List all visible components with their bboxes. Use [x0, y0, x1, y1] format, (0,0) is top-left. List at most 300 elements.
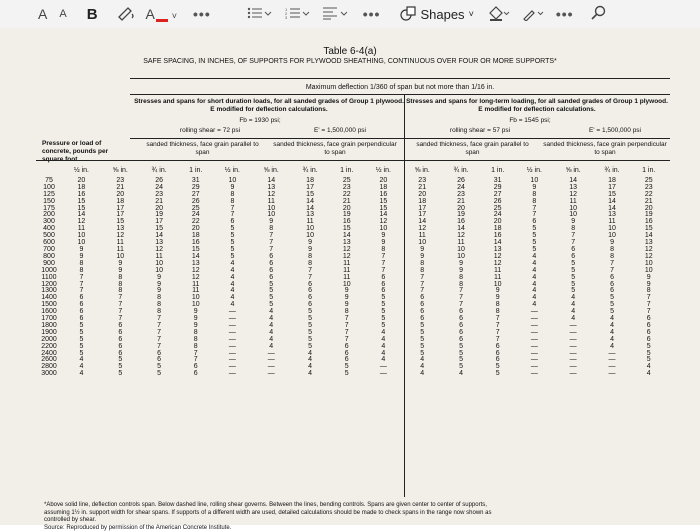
spacing-cell: 19 [631, 212, 666, 219]
spacing-cell: 4 [515, 275, 554, 282]
spacing-cell: 5 [442, 364, 481, 371]
spacing-cell: 11 [480, 275, 514, 282]
spacing-cell: 10 [213, 178, 252, 185]
spacing-cell: 7 [364, 254, 403, 261]
spacing-cell: 15 [62, 199, 101, 206]
spacing-cell: 18 [101, 199, 140, 206]
spacing-cell: 6 [593, 288, 632, 295]
thickness-header: ⅝ in. [101, 168, 140, 178]
spacing-cell: 4 [213, 282, 252, 289]
spacing-cell: 6 [403, 309, 442, 316]
spacing-cell: 6 [442, 316, 481, 323]
spacing-cell: 4 [213, 268, 252, 275]
thickness-header: ½ in. [364, 168, 403, 178]
spacing-cell: 10 [480, 282, 514, 289]
spacing-cell: 5 [140, 371, 179, 378]
spacing-cell: 20 [631, 206, 666, 213]
spacing-cell: 4 [554, 295, 593, 302]
spacing-cell: 21 [442, 199, 481, 206]
spacing-cell: 12 [403, 226, 442, 233]
thickness-header: 1 in. [480, 168, 514, 178]
spacing-cell: 12 [179, 268, 213, 275]
spacing-cell: 6 [403, 302, 442, 309]
spacing-cell: 4 [252, 337, 291, 344]
spacing-cell: 9 [101, 261, 140, 268]
thickness-header: ½ in. [62, 168, 101, 178]
load-cell: 1700 [36, 316, 62, 323]
spacing-cell: 7 [442, 302, 481, 309]
spacing-cell: 12 [631, 247, 666, 254]
spacing-cell: 6 [631, 323, 666, 330]
spacing-cell: 23 [631, 185, 666, 192]
rule [36, 160, 670, 161]
spacing-cell: 5 [403, 337, 442, 344]
spacing-cell: 9 [631, 282, 666, 289]
spacing-cell: 5 [442, 351, 481, 358]
spacing-cell: 7 [593, 261, 632, 268]
spacing-cell: 6 [140, 357, 179, 364]
load-cell: 150 [36, 199, 62, 206]
spacing-cell: 14 [554, 178, 593, 185]
spacing-cell: 16 [330, 219, 364, 226]
rule [130, 138, 670, 139]
font-color-button[interactable] [146, 6, 178, 22]
footnotes [44, 502, 664, 532]
spacing-cell: 19 [330, 212, 364, 219]
bold-button[interactable]: B [87, 6, 98, 23]
thickness-header: ¾ in. [140, 168, 179, 178]
spacing-cell: — [515, 357, 554, 364]
spacing-cell: — [213, 344, 252, 351]
spacing-cell: 10 [364, 226, 403, 233]
spacing-cell: 9 [179, 309, 213, 316]
spacing-cell: 6 [480, 357, 514, 364]
spacing-cell: 26 [179, 199, 213, 206]
spacing-cell: 14 [291, 206, 330, 213]
spacing-cell: 14 [442, 226, 481, 233]
spacing-cell: 17 [101, 206, 140, 213]
spacing-cell: 5 [515, 247, 554, 254]
spacing-cell: 8 [213, 199, 252, 206]
spacing-cell: — [213, 323, 252, 330]
spacing-cell: 7 [101, 309, 140, 316]
perpendicular-long-header: sanded thickness, face grain perpendicular to span [540, 141, 670, 157]
spacing-cell: 6 [442, 309, 481, 316]
spacing-cell: 20 [62, 178, 101, 185]
spacing-cell: — [593, 357, 632, 364]
spacing-cell: 9 [213, 185, 252, 192]
spacing-cell: 4 [62, 364, 101, 371]
spacing-cell: 14 [252, 178, 291, 185]
spacing-cell: 10 [554, 206, 593, 213]
spacing-cell: 6 [62, 316, 101, 323]
spacing-cell: 8 [101, 275, 140, 282]
spacing-cell: 5 [291, 309, 330, 316]
spacing-cell: 9 [631, 275, 666, 282]
spacing-cell: 16 [442, 219, 481, 226]
spacing-table [36, 168, 666, 378]
spacing-cell: 5 [364, 316, 403, 323]
spacing-cell: — [213, 351, 252, 358]
spacing-cell: 12 [480, 254, 514, 261]
spacing-cell: 20 [179, 226, 213, 233]
spacing-cell: 25 [179, 206, 213, 213]
shape-fill-button[interactable] [488, 5, 510, 24]
spacing-cell: 18 [593, 178, 632, 185]
shapes-label: Shapes [420, 7, 464, 22]
spacing-cell: 10 [291, 226, 330, 233]
svg-text:2: 2 [285, 11, 288, 16]
load-cell: 2000 [36, 337, 62, 344]
spacing-cell: 4 [593, 323, 632, 330]
search-icon [590, 5, 606, 21]
spacing-cell: 6 [442, 337, 481, 344]
spacing-cell: 4 [515, 254, 554, 261]
spacing-cell: 13 [252, 185, 291, 192]
search-button[interactable] [590, 5, 606, 24]
spacing-cell: 20 [101, 192, 140, 199]
numbered-list-button[interactable] [285, 6, 311, 23]
spacing-cell: — [252, 351, 291, 358]
spacing-cell: 10 [403, 240, 442, 247]
spacing-cell: 8 [140, 295, 179, 302]
spacing-cell: 10 [179, 295, 213, 302]
spacing-cell: 5 [213, 240, 252, 247]
spacing-cell: 8 [330, 309, 364, 316]
font-grow-button[interactable]: A [38, 6, 47, 22]
spacing-cell: 14 [631, 233, 666, 240]
spacing-cell: 6 [62, 295, 101, 302]
spacing-cell: 4 [515, 295, 554, 302]
spacing-cell: 14 [364, 212, 403, 219]
highlighter-button[interactable] [116, 5, 136, 24]
spacing-cell: 7 [252, 233, 291, 240]
spacing-cell: 8 [62, 268, 101, 275]
spacing-cell: 5 [515, 240, 554, 247]
align-button[interactable] [323, 6, 349, 23]
spacing-cell: 7 [62, 275, 101, 282]
spacing-cell: 10 [291, 233, 330, 240]
spacing-cell: 6 [631, 337, 666, 344]
spacing-cell: 5 [140, 364, 179, 371]
spacing-cell: 4 [554, 309, 593, 316]
spacing-cell: 5 [364, 302, 403, 309]
spacing-cell: 6 [515, 219, 554, 226]
spacing-cell: 5 [480, 364, 514, 371]
spacing-cell: 9 [62, 254, 101, 261]
spacing-cell: 6 [330, 351, 364, 358]
spacing-cell: 25 [631, 178, 666, 185]
e-short: E' = 1,500,000 psi [280, 127, 400, 135]
spacing-cell: 6 [252, 268, 291, 275]
spacing-cell: 11 [179, 282, 213, 289]
spacing-cell: — [593, 351, 632, 358]
spacing-cell: 6 [213, 219, 252, 226]
spacing-cell: 6 [291, 302, 330, 309]
spacing-cell: 7 [140, 330, 179, 337]
spacing-cell: — [364, 364, 403, 371]
spacing-cell: 7 [515, 212, 554, 219]
spacing-cell: — [554, 357, 593, 364]
spacing-cell: 7 [213, 212, 252, 219]
spacing-cell: 4 [515, 288, 554, 295]
font-shrink-button[interactable]: A [59, 8, 66, 20]
spacing-cell: 10 [593, 226, 632, 233]
spacing-cell: 7 [480, 330, 514, 337]
spacing-cell: 5 [291, 330, 330, 337]
spacing-cell: 5 [62, 344, 101, 351]
spacing-cell: 4 [403, 364, 442, 371]
spacing-cell: 13 [140, 240, 179, 247]
spacing-cell: — [213, 309, 252, 316]
spacing-cell: 7 [101, 295, 140, 302]
spacing-cell: 4 [593, 337, 632, 344]
spacing-cell: 4 [252, 309, 291, 316]
spacing-cell: — [515, 316, 554, 323]
spacing-cell: 18 [364, 185, 403, 192]
spacing-cell: 5 [403, 323, 442, 330]
spacing-cell: 26 [442, 178, 481, 185]
spacing-cell: 17 [403, 212, 442, 219]
spacing-cell: 10 [140, 268, 179, 275]
spacing-cell: 8 [554, 226, 593, 233]
spacing-cell: 6 [480, 351, 514, 358]
spacing-cell: 15 [291, 192, 330, 199]
spacing-cell: — [515, 351, 554, 358]
spacing-cell: 6 [101, 337, 140, 344]
spacing-cell: — [213, 316, 252, 323]
spacing-cell: 8 [593, 247, 632, 254]
spacing-cell: 7 [179, 351, 213, 358]
spacing-cell: 23 [403, 178, 442, 185]
spacing-cell: — [515, 330, 554, 337]
spacing-cell: 5 [364, 309, 403, 316]
spacing-cell: 8 [140, 302, 179, 309]
spacing-cell: 8 [291, 261, 330, 268]
load-cell: 3000 [36, 371, 62, 378]
spacing-cell: 7 [631, 295, 666, 302]
spacing-cell: 6 [403, 316, 442, 323]
spacing-cell: 5 [252, 295, 291, 302]
spacing-cell: — [364, 371, 403, 378]
spacing-cell: 15 [593, 192, 632, 199]
spacing-cell: — [213, 371, 252, 378]
spacing-cell: 4 [62, 357, 101, 364]
shapes-button[interactable] [400, 6, 473, 22]
spacing-cell: 6 [291, 288, 330, 295]
spacing-cell: 7 [140, 316, 179, 323]
bullet-list-button[interactable] [247, 6, 273, 23]
spacing-cell: 10 [515, 178, 554, 185]
spacing-cell: 5 [515, 233, 554, 240]
load-cell: 600 [36, 240, 62, 247]
load-cell: 2200 [36, 344, 62, 351]
spacing-cell: 9 [442, 261, 481, 268]
spacing-cell: 9 [291, 247, 330, 254]
spacing-cell: 12 [330, 247, 364, 254]
spacing-cell: — [554, 371, 593, 378]
spacing-cell: — [515, 371, 554, 378]
more-paragraph-button[interactable]: ••• [363, 6, 381, 22]
spacing-cell: 9 [480, 295, 514, 302]
spacing-cell: 12 [101, 233, 140, 240]
spacing-cell: 13 [330, 240, 364, 247]
spacing-cell: 8 [442, 282, 481, 289]
spacing-cell: 8 [403, 268, 442, 275]
thickness-header: ¾ in. [593, 168, 632, 178]
spacing-cell: 7 [291, 275, 330, 282]
spacing-cell: 13 [179, 261, 213, 268]
spacing-cell: 9 [330, 302, 364, 309]
spacing-cell: 24 [140, 185, 179, 192]
spacing-cell: 4 [213, 302, 252, 309]
spacing-cell: 8 [480, 302, 514, 309]
source-note: Source: Reproduced by permission of the American Concrete Institute. [44, 525, 664, 532]
shapes-icon [400, 6, 416, 22]
spacing-cell: 4 [554, 302, 593, 309]
spacing-cell: 5 [291, 344, 330, 351]
spacing-cell: 8 [140, 309, 179, 316]
spacing-cell: — [554, 323, 593, 330]
spacing-cell: 23 [330, 185, 364, 192]
spacing-cell: 5 [442, 357, 481, 364]
spacing-cell: 4 [364, 330, 403, 337]
spacing-cell: 13 [101, 226, 140, 233]
spacing-cell: — [213, 330, 252, 337]
spacing-cell: 5 [554, 288, 593, 295]
font-color-icon: A [146, 6, 155, 22]
load-cell: 2400 [36, 351, 62, 358]
rule [130, 78, 670, 79]
spacing-cell: 10 [330, 282, 364, 289]
spacing-cell: 12 [179, 275, 213, 282]
spacing-cell: 23 [101, 178, 140, 185]
spacing-cell: 7 [554, 233, 593, 240]
spacing-cell: 5 [631, 344, 666, 351]
spacing-cell: 4 [515, 302, 554, 309]
spacing-cell: 15 [140, 226, 179, 233]
spacing-cell: 10 [593, 233, 632, 240]
spacing-cell: 4 [291, 364, 330, 371]
spacing-cell: 5 [593, 302, 632, 309]
spacing-cell: 9 [554, 219, 593, 226]
spacing-cell: 19 [140, 212, 179, 219]
spacing-cell: 7 [330, 337, 364, 344]
spacing-cell: — [554, 337, 593, 344]
spacing-cell: 16 [62, 192, 101, 199]
spacing-cell: 7 [364, 261, 403, 268]
spacing-cell: 10 [140, 261, 179, 268]
load-cell: 2600 [36, 357, 62, 364]
pressure-label: Pressure or load of concrete, pounds per [42, 140, 128, 164]
spacing-cell: — [593, 371, 632, 378]
spacing-cell: 20 [330, 206, 364, 213]
spacing-cell: 6 [179, 371, 213, 378]
spacing-cell: 8 [62, 261, 101, 268]
spacing-cell: 21 [403, 185, 442, 192]
load-cell: 1800 [36, 323, 62, 330]
spacing-cell: — [213, 337, 252, 344]
spacing-cell: 11 [62, 226, 101, 233]
spacing-cell: 11 [101, 247, 140, 254]
spacing-cell: 16 [364, 192, 403, 199]
e-long: E' = 1,500,000 psi [560, 127, 670, 135]
spacing-cell: 12 [554, 192, 593, 199]
spacing-cell: 6 [554, 254, 593, 261]
spacing-cell: 14 [403, 219, 442, 226]
spacing-cell: 5 [213, 254, 252, 261]
spacing-cell: 5 [62, 330, 101, 337]
spacing-cell: 17 [101, 212, 140, 219]
spacing-cell: 18 [62, 185, 101, 192]
spacing-cell: 11 [252, 199, 291, 206]
spacing-cell: 7 [515, 206, 554, 213]
spacing-cell: 15 [62, 206, 101, 213]
spacing-cell: 7 [480, 337, 514, 344]
spacing-cell: 4 [631, 371, 666, 378]
parallel-short-header: sanded thickness, face grain parallel to span [140, 141, 265, 157]
spacing-cell: 23 [140, 192, 179, 199]
spacing-cell: — [515, 309, 554, 316]
spacing-cell: 16 [179, 240, 213, 247]
spacing-cell: 11 [554, 199, 593, 206]
spacing-cell: 7 [631, 302, 666, 309]
spacing-cell: 5 [515, 226, 554, 233]
load-cell: 1500 [36, 302, 62, 309]
spacing-cell: 8 [213, 192, 252, 199]
spacing-cell: 29 [480, 185, 514, 192]
spacing-cell: 5 [252, 288, 291, 295]
spacing-cell: 10 [554, 212, 593, 219]
spacing-cell: 9 [291, 240, 330, 247]
spacing-cell: 8 [291, 254, 330, 261]
thickness-header: ½ in. [515, 168, 554, 178]
shape-outline-button[interactable] [522, 5, 544, 24]
spacing-cell: 19 [442, 212, 481, 219]
spacing-cell: 11 [291, 219, 330, 226]
more-drawing-button[interactable]: ••• [556, 6, 574, 22]
spacing-cell: 5 [252, 302, 291, 309]
spacing-cell: 22 [631, 192, 666, 199]
spacing-cell: 16 [631, 219, 666, 226]
spacing-cell: — [593, 364, 632, 371]
spacing-cell: 6 [101, 351, 140, 358]
spacing-cell: 6 [593, 282, 632, 289]
spacing-cell: 7 [62, 282, 101, 289]
spacing-cell: 18 [291, 178, 330, 185]
spacing-cell: 20 [442, 206, 481, 213]
spacing-cell: 9 [62, 247, 101, 254]
font-color-swatch [156, 19, 168, 22]
spacing-cell: 5 [291, 323, 330, 330]
spacing-cell: 5 [213, 247, 252, 254]
footnote-1: *Above solid line, deflection controls span. Below dashed line, rolling shear governs. Between the lines, bending controls. Spans are given center to center of supports, [44, 502, 664, 510]
spacing-cell: 5 [554, 275, 593, 282]
spacing-cell: 5 [631, 351, 666, 358]
spacing-cell: 7 [179, 357, 213, 364]
load-cell: 500 [36, 233, 62, 240]
load-cell: 700 [36, 247, 62, 254]
spacing-cell: 6 [364, 288, 403, 295]
spacing-cell: 9 [140, 288, 179, 295]
spacing-cell: 5 [213, 226, 252, 233]
spacing-cell: 7 [140, 337, 179, 344]
spacing-cell: 12 [364, 219, 403, 226]
spacing-cell: 6 [330, 357, 364, 364]
load-cell: 75 [36, 178, 62, 185]
spacing-cell: 10 [442, 247, 481, 254]
more-button[interactable]: ••• [193, 6, 211, 22]
